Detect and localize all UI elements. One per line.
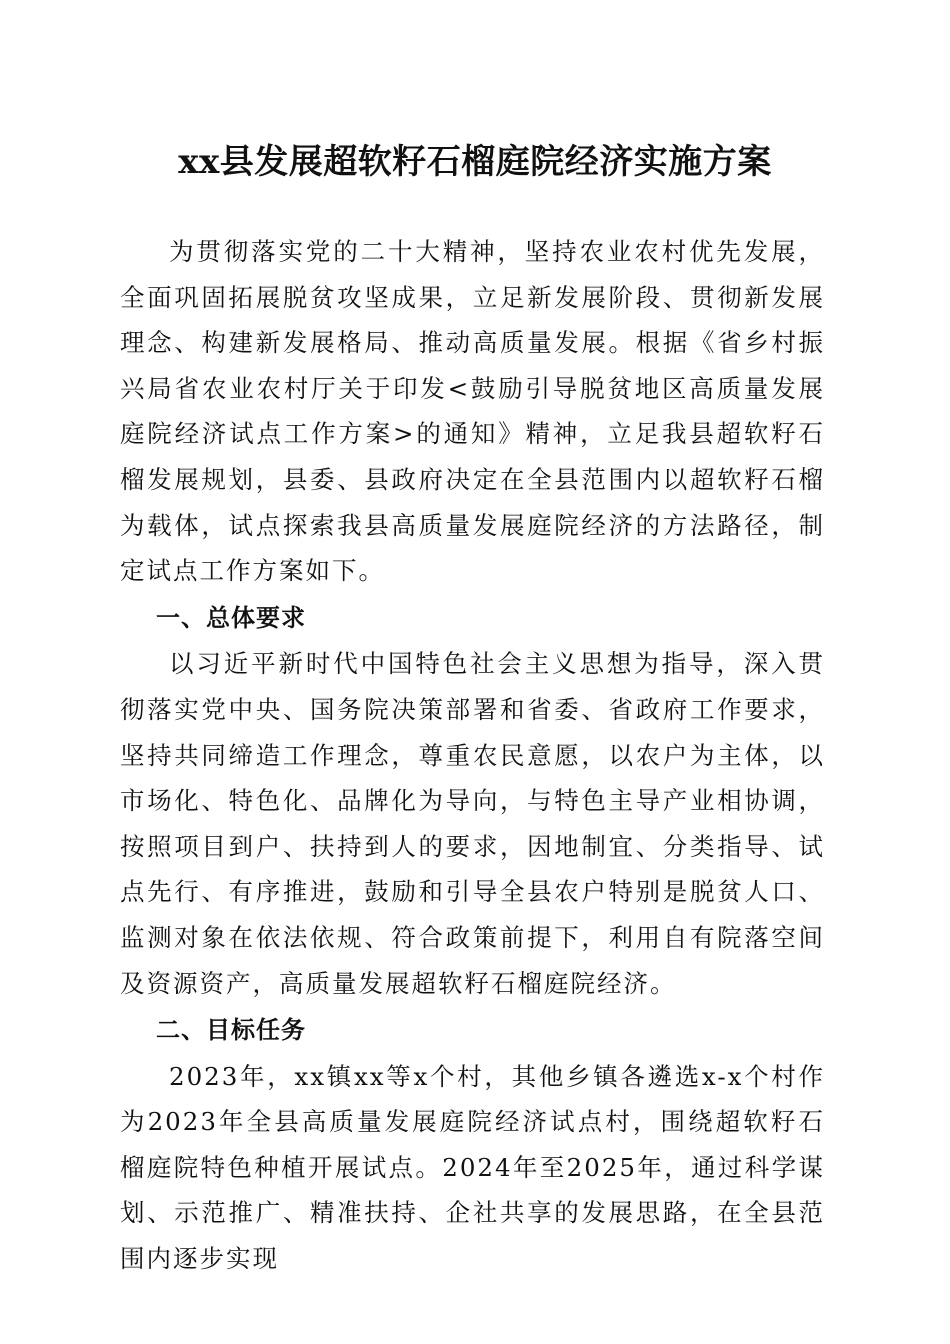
- intro-paragraph: 为贯彻落实党的二十大精神，坚持农业农村优先发展，全面巩固拓展脱贫攻坚成果，立足新发展阶段、贯彻新发展理念、构建新发展格局、推动高质量发展。根据《省乡村振兴局省农业农村厅关于印发<鼓励引导脱贫地区高质量发展庭院经济试点工作方案>的通知》精神，立足我县超软籽石榴发展规划，县委、县政府决定在全县范围内以超软籽石榴为载体，试点探索我县高质量发展庭院经济的方法路径，制定试点工作方案如下。: [120, 237, 825, 586]
- section-heading-goals-tasks: 二、目标任务: [156, 1016, 306, 1045]
- document-body: [120, 229, 825, 1282]
- section-heading-general-requirements: 一、总体要求: [156, 603, 306, 632]
- section-body-general-requirements: 以习近平新时代中国特色社会主义思想为指导，深入贯彻落实党中央、国务院决策部署和省委、省政府工作要求，坚持共同缔造工作理念，尊重农民意愿，以农户为主体，以市场化、特色化、品牌化为导向，与特色主导产业相协调，按照项目到户、扶持到人的要求，因地制宜、分类指导、试点先行、有序推进，鼓励和引导全县农户特别是脱贫人口、监测对象在依法依规、符合政策前提下，利用自有院落空间及资源资产，高质量发展超软籽石榴庭院经济。: [120, 649, 825, 998]
- section-body-goals-tasks: 2023年，xx镇xx等x个村，其他乡镇各遴选x-x个村作为2023年全县高质量发展庭院经济试点村，围绕超软籽石榴庭院特色种植开展试点。2024年至2025年，通过科学谋划、示范推广、精准扶持、企社共享的发展思路，在全县范围内逐步实现: [120, 1061, 825, 1274]
- document-title: xx县发展超软籽石榴庭院经济实施方案: [178, 142, 772, 182]
